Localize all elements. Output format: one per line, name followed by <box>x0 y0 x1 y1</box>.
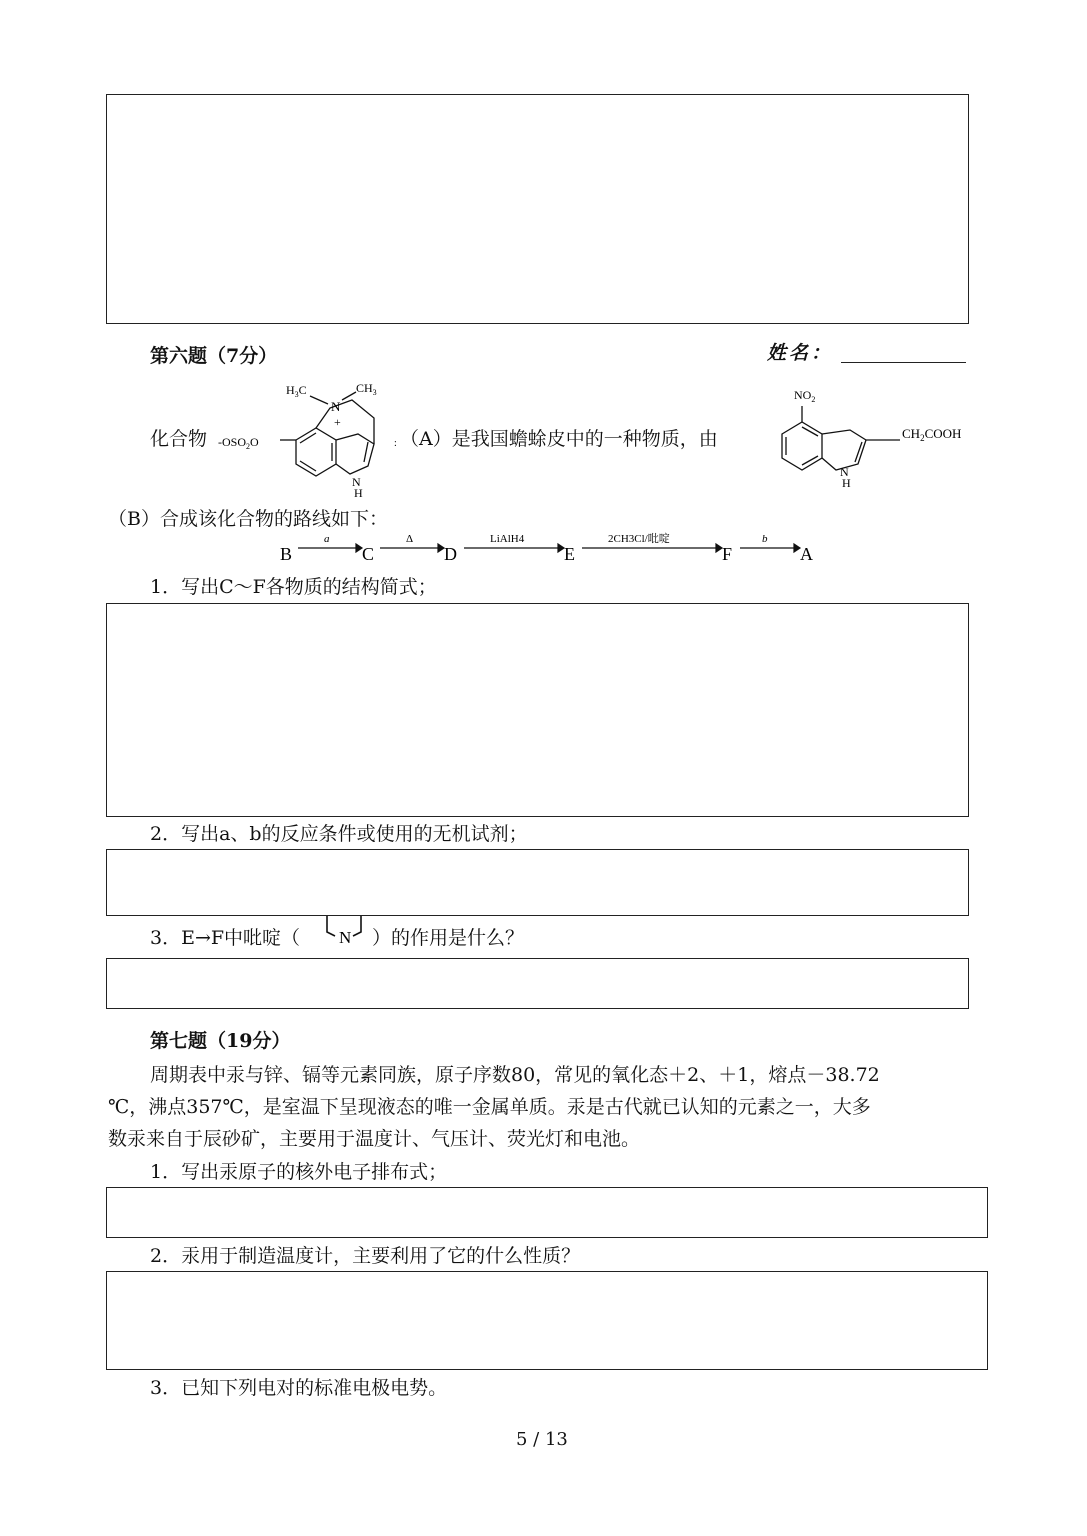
cond-lialh4: LiAlH4 <box>490 533 525 545</box>
s7-para-line-3: 数汞来自于辰砂矿，主要用于温度计、气压计、荧光灯和电池。 <box>108 1128 641 1150</box>
s6-question-3-suffix: ）的作用是什么？ <box>372 927 525 949</box>
s7-answer-box-2[interactable] <box>106 1271 988 1370</box>
s6-answer-box-2[interactable] <box>106 849 969 916</box>
s6-answer-box-3[interactable] <box>106 958 969 1009</box>
intro-line2: （B）合成该化合物的路线如下： <box>108 508 388 530</box>
s7-question-3: 3．已知下列电对的标准电极电势。 <box>150 1377 448 1399</box>
name-underline[interactable] <box>841 362 966 363</box>
compound-b-benzene <box>782 422 822 470</box>
pyridine-icon <box>321 914 369 948</box>
compound-a-nh-n: N <box>352 475 361 489</box>
intro-mid: （A）是我国蟾蜍皮中的一种物质，由 <box>400 428 718 450</box>
page-number: 5 / 13 <box>516 1429 568 1450</box>
n-methyl-right: $CH_3$ <box>356 381 377 397</box>
s6-question-2: 2．写出a、b的反应条件或使用的无机试剂； <box>150 823 528 845</box>
reaction-route <box>276 530 836 566</box>
s6-question-1: 1．写出C～F各物质的结构简式； <box>150 576 437 598</box>
cond-b: b <box>762 533 768 545</box>
pyridine-n: N <box>339 928 352 947</box>
cond-delta: Δ <box>406 533 414 545</box>
cond-a: a <box>324 533 330 545</box>
s7-question-2: 2．汞用于制造温度计，主要利用了它的什么性质？ <box>150 1245 581 1267</box>
answer-box-top[interactable] <box>106 94 969 324</box>
s7-answer-box-1[interactable] <box>106 1187 988 1238</box>
s6-answer-box-1[interactable] <box>106 603 969 817</box>
route-node-b: B <box>280 544 293 564</box>
s7-para-line-2: ℃，沸点357℃，是室温下呈现液态的唯一金属单质。汞是古代就已认知的元素之一，大多 <box>108 1096 871 1118</box>
s6-question-3-prefix: 3．E→F中吡啶（ <box>150 927 301 949</box>
intro-prefix: 化合物 <box>150 428 208 450</box>
route-node-c: C <box>362 544 375 564</box>
s7-question-1: 1．写出汞原子的核外电子排布式； <box>150 1161 448 1183</box>
compound-a-colon: : <box>394 438 397 449</box>
route-node-a: A <box>800 544 813 564</box>
compound-b-nh-n: N <box>840 465 849 479</box>
compound-a-nh-h: H <box>354 486 363 498</box>
compound-b-nh-h: H <box>842 476 851 490</box>
route-node-f: F <box>722 544 733 564</box>
section6-title: 第六题（7分） <box>150 345 278 367</box>
side-chain: $CH_2COOH$ <box>902 426 962 443</box>
compound-b-structure <box>770 384 982 494</box>
route-node-d: D <box>444 544 457 564</box>
n-atom: N <box>331 399 341 414</box>
name-label: 姓名： <box>767 342 834 364</box>
section7-title: 第七题（19分） <box>150 1030 291 1052</box>
s7-para-line-1: 周期表中汞与锌、镉等元素同族，原子序数80，常见的氧化态＋2、＋1，熔点－38.72 <box>150 1064 880 1086</box>
route-node-e: E <box>564 544 575 564</box>
o-substituent: $-OSO_2O$ <box>218 435 259 451</box>
compound-a-benzene <box>296 428 336 476</box>
cond-ch3cl: 2CH3Cl/吡啶 <box>608 533 670 545</box>
compound-a-structure <box>218 378 400 498</box>
no2-group: $NO_2$ <box>794 388 816 404</box>
n-methyl-left: $H_3C$ <box>286 383 307 399</box>
n-plus: + <box>334 415 341 429</box>
